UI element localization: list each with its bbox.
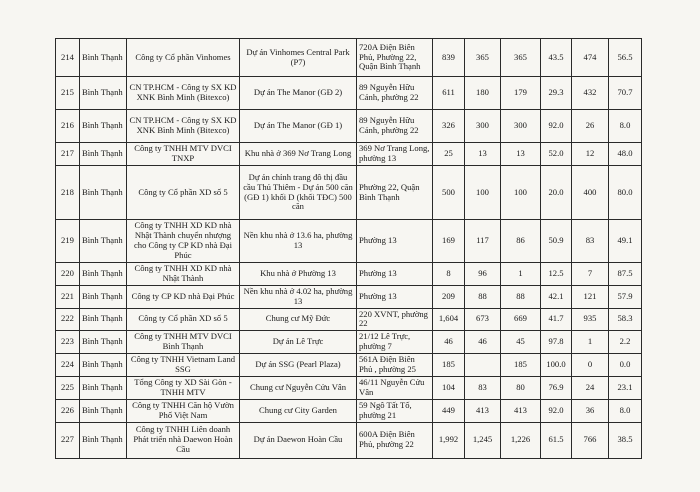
value-cell-6: 70.7: [609, 77, 642, 110]
row-number-cell: 222: [56, 308, 80, 331]
value-cell-1: 169: [433, 220, 465, 263]
value-cell-6: 23.1: [609, 376, 642, 399]
row-number-cell: 215: [56, 77, 80, 110]
table-row: [56, 376, 642, 399]
value-cell-6: 48.0: [609, 143, 642, 166]
value-cell-1: 1,604: [433, 308, 465, 331]
district-cell: Bình Thạnh: [80, 77, 127, 110]
table-row: [56, 166, 642, 220]
value-cell-4: 43.5: [541, 39, 572, 77]
row-number-cell: 219: [56, 220, 80, 263]
value-cell-1: 1,992: [433, 422, 465, 458]
value-cell-2: 180: [465, 77, 501, 110]
value-cell-2: 673: [465, 308, 501, 331]
table-row: [56, 331, 642, 354]
project-cell: Nền khu nhà ở 13.6 ha, phường 13: [240, 220, 357, 263]
value-cell-4: 92.0: [541, 399, 572, 422]
value-cell-2: 117: [465, 220, 501, 263]
value-cell-3: 86: [501, 220, 541, 263]
investor-cell: Công ty TNHH XD KD nhà Nhật Thành chuyển nhượng cho Công ty CP KD nhà Đại Phúc: [127, 220, 240, 263]
value-cell-1: 25: [433, 143, 465, 166]
value-cell-3: 413: [501, 399, 541, 422]
row-number-cell: 214: [56, 39, 80, 77]
row-number-cell: 218: [56, 166, 80, 220]
investor-cell: Công ty TNHH XD KD nhà Nhật Thành: [127, 263, 240, 286]
project-cell: Chung cư City Garden: [240, 399, 357, 422]
value-cell-1: 500: [433, 166, 465, 220]
project-cell: Dự án The Manor (GĐ 1): [240, 110, 357, 143]
investor-cell: Công ty Cổ phần Vinhomes: [127, 39, 240, 77]
table-row: [56, 308, 642, 331]
address-cell: Phường 22, Quận Bình Thạnh: [357, 166, 433, 220]
address-cell: 89 Nguyễn Hữu Cảnh, phường 22: [357, 77, 433, 110]
value-cell-5: 1: [572, 331, 609, 354]
address-cell: 46/11 Nguyễn Cửu Vân: [357, 376, 433, 399]
address-cell: 220 XVNT, phường 22: [357, 308, 433, 331]
table-row: [56, 285, 642, 308]
value-cell-5: 121: [572, 285, 609, 308]
value-cell-1: 611: [433, 77, 465, 110]
row-number-cell: 220: [56, 263, 80, 286]
table-row: [56, 354, 642, 377]
value-cell-6: 57.9: [609, 285, 642, 308]
value-cell-6: 49.1: [609, 220, 642, 263]
value-cell-2: 100: [465, 166, 501, 220]
value-cell-4: 20.0: [541, 166, 572, 220]
investor-cell: Công ty TNHH MTV DVCI Bình Thạnh: [127, 331, 240, 354]
value-cell-4: 92.0: [541, 110, 572, 143]
district-cell: Bình Thạnh: [80, 285, 127, 308]
table-row: [56, 399, 642, 422]
value-cell-5: 36: [572, 399, 609, 422]
value-cell-3: 185: [501, 354, 541, 377]
value-cell-5: 474: [572, 39, 609, 77]
row-number-cell: 224: [56, 354, 80, 377]
value-cell-2: 83: [465, 376, 501, 399]
housing-projects-table: [55, 38, 642, 459]
row-number-cell: 221: [56, 285, 80, 308]
district-cell: Bình Thạnh: [80, 422, 127, 458]
address-cell: 369 Nơ Trang Long, phường 13: [357, 143, 433, 166]
value-cell-2: 365: [465, 39, 501, 77]
value-cell-6: 2.2: [609, 331, 642, 354]
value-cell-2: 96: [465, 263, 501, 286]
investor-cell: Công ty TNHH MTV DVCI TNXP: [127, 143, 240, 166]
address-cell: 720A Điện Biên Phủ, Phường 22, Quận Bình Thạnh: [357, 39, 433, 77]
value-cell-5: 26: [572, 110, 609, 143]
investor-cell: Công ty Cổ phần XD số 5: [127, 166, 240, 220]
address-cell: 21/12 Lê Trực, phường 7: [357, 331, 433, 354]
table-row: [56, 39, 642, 77]
value-cell-1: 209: [433, 285, 465, 308]
table-row: [56, 220, 642, 263]
value-cell-4: 97.8: [541, 331, 572, 354]
row-number-cell: 223: [56, 331, 80, 354]
value-cell-6: 58.3: [609, 308, 642, 331]
address-cell: 89 Nguyễn Hữu Cảnh, phường 22: [357, 110, 433, 143]
investor-cell: Tổng Công ty XD Sài Gòn - TNHH MTV: [127, 376, 240, 399]
value-cell-3: 1,226: [501, 422, 541, 458]
project-cell: Dự án chỉnh trang đô thị đầu cầu Thủ Thiêm - Dự án 500 căn (GĐ 1) khối D (khối TĐC) 500 căn: [240, 166, 357, 220]
address-cell: 59 Ngô Tất Tố, phường 21: [357, 399, 433, 422]
value-cell-2: 413: [465, 399, 501, 422]
value-cell-5: 7: [572, 263, 609, 286]
project-cell: Dự án Vinhomes Central Park (P7): [240, 39, 357, 77]
value-cell-3: 300: [501, 110, 541, 143]
value-cell-5: 0: [572, 354, 609, 377]
value-cell-6: 56.5: [609, 39, 642, 77]
value-cell-2: 1,245: [465, 422, 501, 458]
district-cell: Bình Thạnh: [80, 308, 127, 331]
row-number-cell: 226: [56, 399, 80, 422]
investor-cell: Công ty CP KD nhà Đại Phúc: [127, 285, 240, 308]
value-cell-1: 185: [433, 354, 465, 377]
value-cell-6: 80.0: [609, 166, 642, 220]
value-cell-1: 839: [433, 39, 465, 77]
district-cell: Bình Thạnh: [80, 263, 127, 286]
value-cell-2: [465, 354, 501, 377]
value-cell-4: 29.3: [541, 77, 572, 110]
value-cell-6: 0.0: [609, 354, 642, 377]
value-cell-1: 46: [433, 331, 465, 354]
value-cell-4: 42.1: [541, 285, 572, 308]
project-cell: Dự án Lê Trực: [240, 331, 357, 354]
table-row: [56, 77, 642, 110]
value-cell-6: 8.0: [609, 399, 642, 422]
address-cell: 600A Điện Biên Phủ, phường 22: [357, 422, 433, 458]
value-cell-5: 935: [572, 308, 609, 331]
district-cell: Bình Thạnh: [80, 143, 127, 166]
district-cell: Bình Thạnh: [80, 110, 127, 143]
value-cell-4: 61.5: [541, 422, 572, 458]
value-cell-4: 100.0: [541, 354, 572, 377]
project-cell: Dự án Daewon Hoàn Cầu: [240, 422, 357, 458]
value-cell-6: 8.0: [609, 110, 642, 143]
value-cell-3: 179: [501, 77, 541, 110]
address-cell: Phường 13: [357, 285, 433, 308]
district-cell: Bình Thạnh: [80, 220, 127, 263]
district-cell: Bình Thạnh: [80, 39, 127, 77]
value-cell-1: 104: [433, 376, 465, 399]
value-cell-3: 45: [501, 331, 541, 354]
value-cell-6: 87.5: [609, 263, 642, 286]
table-body: [56, 39, 642, 459]
value-cell-1: 8: [433, 263, 465, 286]
investor-cell: Công ty TNHH Căn hộ Vườn Phố Việt Nam: [127, 399, 240, 422]
table-row: [56, 422, 642, 458]
value-cell-5: 24: [572, 376, 609, 399]
table-row: [56, 110, 642, 143]
value-cell-4: 50.9: [541, 220, 572, 263]
value-cell-2: 46: [465, 331, 501, 354]
value-cell-3: 13: [501, 143, 541, 166]
row-number-cell: 225: [56, 376, 80, 399]
address-cell: Phường 13: [357, 220, 433, 263]
project-cell: Khu nhà ở 369 Nơ Trang Long: [240, 143, 357, 166]
value-cell-2: 13: [465, 143, 501, 166]
project-cell: Dự án The Manor (GĐ 2): [240, 77, 357, 110]
project-cell: Khu nhà ở Phường 13: [240, 263, 357, 286]
project-cell: Nền khu nhà ở 4.02 ha, phường 13: [240, 285, 357, 308]
district-cell: Bình Thạnh: [80, 399, 127, 422]
address-cell: 561A Điện Biên Phủ , phường 25: [357, 354, 433, 377]
investor-cell: CN TP.HCM - Công ty SX KD XNK Bình Minh (Bitexco): [127, 110, 240, 143]
value-cell-2: 300: [465, 110, 501, 143]
value-cell-3: 669: [501, 308, 541, 331]
value-cell-4: 41.7: [541, 308, 572, 331]
district-cell: Bình Thạnh: [80, 354, 127, 377]
project-cell: Chung cư Mỹ Đức: [240, 308, 357, 331]
table-row: [56, 263, 642, 286]
investor-cell: Công ty Cổ phần XD số 5: [127, 308, 240, 331]
value-cell-5: 432: [572, 77, 609, 110]
project-cell: Chung cư Nguyễn Cửu Vân: [240, 376, 357, 399]
investor-cell: Công ty TNHH Liên doanh Phát triển nhà Daewon Hoàn Cầu: [127, 422, 240, 458]
value-cell-3: 80: [501, 376, 541, 399]
value-cell-3: 365: [501, 39, 541, 77]
value-cell-5: 12: [572, 143, 609, 166]
district-cell: Bình Thạnh: [80, 376, 127, 399]
value-cell-5: 766: [572, 422, 609, 458]
value-cell-1: 449: [433, 399, 465, 422]
value-cell-3: 88: [501, 285, 541, 308]
value-cell-6: 38.5: [609, 422, 642, 458]
value-cell-3: 1: [501, 263, 541, 286]
value-cell-1: 326: [433, 110, 465, 143]
district-cell: Bình Thạnh: [80, 331, 127, 354]
value-cell-2: 88: [465, 285, 501, 308]
investor-cell: CN TP.HCM - Công ty SX KD XNK Bình Minh (Bitexco): [127, 77, 240, 110]
address-cell: Phường 13: [357, 263, 433, 286]
value-cell-3: 100: [501, 166, 541, 220]
value-cell-5: 83: [572, 220, 609, 263]
project-cell: Dự án SSG (Pearl Plaza): [240, 354, 357, 377]
row-number-cell: 217: [56, 143, 80, 166]
district-cell: Bình Thạnh: [80, 166, 127, 220]
value-cell-5: 400: [572, 166, 609, 220]
investor-cell: Công ty TNHH Vietnam Land SSG: [127, 354, 240, 377]
row-number-cell: 227: [56, 422, 80, 458]
value-cell-4: 12.5: [541, 263, 572, 286]
value-cell-4: 52.0: [541, 143, 572, 166]
value-cell-4: 76.9: [541, 376, 572, 399]
row-number-cell: 216: [56, 110, 80, 143]
table-row: [56, 143, 642, 166]
